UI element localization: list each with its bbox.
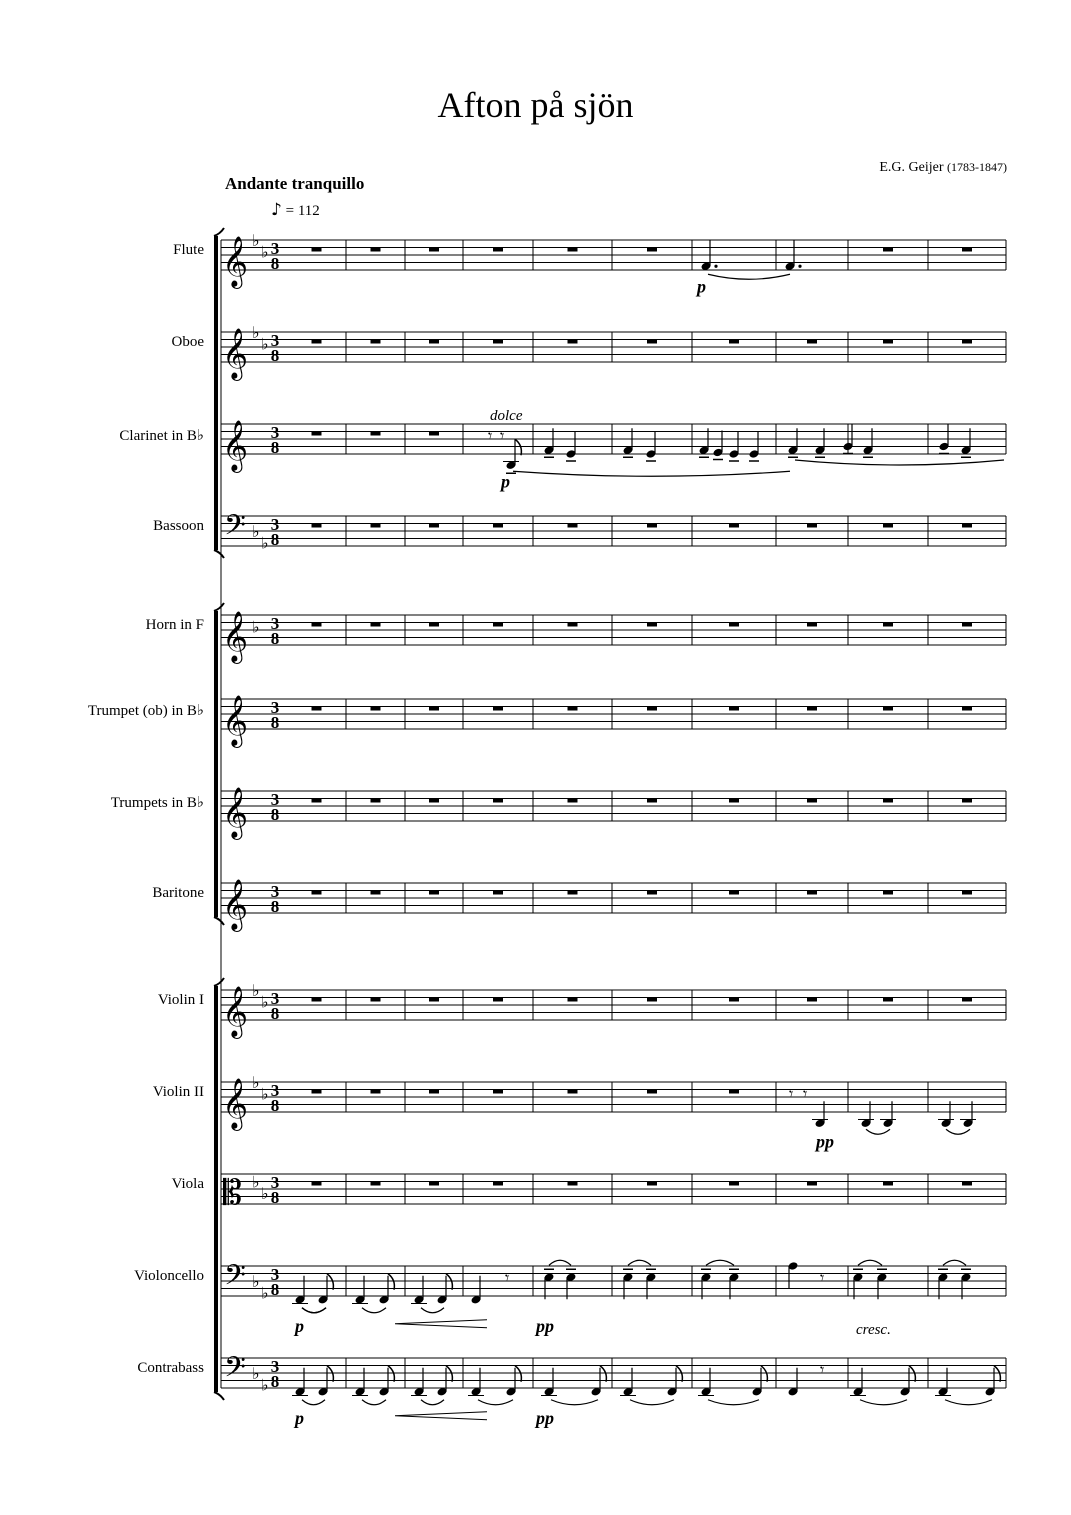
measure-rest xyxy=(493,1182,503,1186)
measure-rest xyxy=(312,1090,322,1094)
measure-rest xyxy=(493,340,503,344)
slur xyxy=(549,1260,571,1265)
measure-rest xyxy=(371,707,381,711)
measure-rest xyxy=(493,623,503,627)
flat-icon: ♭ xyxy=(261,244,269,262)
measure-rest xyxy=(312,524,322,528)
measure-rest xyxy=(807,707,817,711)
flat-icon: ♭ xyxy=(252,524,260,541)
composer-years: (1783-1847) xyxy=(947,160,1007,174)
time-sig-top: 3 xyxy=(270,331,280,350)
measure-rest xyxy=(429,340,439,344)
flat-icon: ♭ xyxy=(252,1075,260,1092)
flat-icon: ♭ xyxy=(261,1185,269,1203)
measure-rest xyxy=(312,799,322,803)
measure-rest xyxy=(883,799,893,803)
note-flag xyxy=(327,1274,333,1290)
dynamic-p: p xyxy=(501,471,510,492)
time-sig-top: 3 xyxy=(270,239,280,258)
tempo-marking: Andante tranquillo xyxy=(225,174,365,193)
measure-rest xyxy=(729,623,739,627)
measure-rest xyxy=(962,799,972,803)
measure-rest xyxy=(568,707,578,711)
measure-rest xyxy=(371,998,381,1002)
measure-rest xyxy=(883,707,893,711)
measure-rest xyxy=(429,432,439,436)
slur xyxy=(630,1400,674,1405)
measure-rest xyxy=(729,799,739,803)
flat-icon: ♭ xyxy=(261,994,269,1012)
measure-rest xyxy=(647,248,657,252)
measure-rest xyxy=(729,998,739,1002)
measure-rest xyxy=(429,707,439,711)
dynamic-p: p xyxy=(295,1315,304,1336)
augmentation-dot xyxy=(798,265,801,268)
measure-rest xyxy=(493,1090,503,1094)
measure-rest xyxy=(429,998,439,1002)
time-sig-bottom: 8 xyxy=(270,713,280,732)
time-sig-top: 3 xyxy=(270,1081,280,1100)
treble-clef-icon: 𝄞 xyxy=(222,788,249,837)
measure-rest xyxy=(568,623,578,627)
measure-rest xyxy=(371,799,381,803)
slur xyxy=(302,1308,326,1313)
note-flag xyxy=(388,1274,394,1290)
measure-rest xyxy=(568,1090,578,1094)
flat-icon: ♭ xyxy=(261,336,269,354)
slur xyxy=(628,1260,651,1265)
slur xyxy=(708,274,790,279)
note-flag xyxy=(994,1366,1000,1382)
measure-rest xyxy=(807,799,817,803)
eighth-rest-icon: 𝄾 xyxy=(500,428,505,445)
bracket-hook xyxy=(214,1392,224,1400)
treble-clef-icon: 𝄞 xyxy=(222,237,249,286)
measure-rest xyxy=(647,524,657,528)
slur xyxy=(302,1400,325,1405)
time-sig-bottom: 8 xyxy=(270,530,280,549)
dynamic-p: p xyxy=(295,1407,304,1428)
measure-rest xyxy=(647,623,657,627)
note-flag xyxy=(515,1366,521,1382)
measure-rest xyxy=(371,1182,381,1186)
measure-rest xyxy=(883,891,893,895)
composer-name: E.G. Geijer xyxy=(879,160,944,175)
flat-icon: ♭ xyxy=(261,1285,269,1303)
instrument-label: Bassoon xyxy=(153,518,204,534)
score-title: Afton på sjön xyxy=(437,85,634,125)
eighth-rest-icon: 𝄾 xyxy=(505,1270,510,1287)
instrument-label: Trumpet (ob) in B♭ xyxy=(87,703,204,719)
time-sig-top: 3 xyxy=(270,614,280,633)
measure-rest xyxy=(883,998,893,1002)
measure-rest xyxy=(962,1182,972,1186)
instrument-label: Violoncello xyxy=(134,1268,204,1284)
time-sig-bottom: 8 xyxy=(270,254,280,273)
slur xyxy=(943,1260,966,1265)
note-flag xyxy=(600,1366,606,1382)
measure-rest xyxy=(429,248,439,252)
measure-rest xyxy=(568,891,578,895)
measure-rest xyxy=(429,623,439,627)
measure-rest xyxy=(371,340,381,344)
treble-clef-icon: 𝄞 xyxy=(222,1079,249,1128)
instrument-label: Oboe xyxy=(171,334,204,350)
measure-rest xyxy=(312,248,322,252)
eighth-note-icon: ♪ xyxy=(271,200,282,220)
time-sig-bottom: 8 xyxy=(270,1188,280,1207)
treble-clef-icon: 𝄞 xyxy=(222,880,249,929)
measure-rest xyxy=(647,340,657,344)
instrument-label: Viola xyxy=(171,1176,204,1192)
slur xyxy=(362,1400,386,1405)
slur xyxy=(858,1260,882,1265)
measure-rest xyxy=(312,340,322,344)
measure-rest xyxy=(312,623,322,627)
time-sig-bottom: 8 xyxy=(270,346,280,365)
flat-icon: ♭ xyxy=(261,1086,269,1104)
measure-rest xyxy=(493,707,503,711)
instrument-label: Contrabass xyxy=(137,1360,204,1376)
slur xyxy=(795,460,1004,465)
instrument-label: Trumpets in B♭ xyxy=(110,795,204,811)
time-sig-bottom: 8 xyxy=(270,805,280,824)
flat-icon: ♭ xyxy=(252,1366,260,1383)
bass-clef-icon: 𝄢 xyxy=(224,511,246,548)
alto-clef-icon: 𝄡 xyxy=(223,1175,242,1212)
measure-rest xyxy=(493,799,503,803)
measure-rest xyxy=(807,340,817,344)
measure-rest xyxy=(568,524,578,528)
slur xyxy=(513,471,790,476)
measure-rest xyxy=(729,524,739,528)
measure-rest xyxy=(962,248,972,252)
measure-rest xyxy=(883,340,893,344)
measure-rest xyxy=(312,432,322,436)
time-sig-bottom: 8 xyxy=(270,438,280,457)
time-sig-top: 3 xyxy=(270,882,280,901)
dynamic-pp: pp xyxy=(536,1407,554,1428)
measure-rest xyxy=(729,340,739,344)
measure-rest xyxy=(371,623,381,627)
flat-icon: ♭ xyxy=(252,1174,260,1192)
flat-icon: ♭ xyxy=(261,535,269,553)
flat-icon: ♭ xyxy=(252,619,260,637)
bass-clef-icon: 𝄢 xyxy=(224,1353,246,1390)
measure-rest xyxy=(429,524,439,528)
measure-rest xyxy=(568,998,578,1002)
measure-rest xyxy=(962,707,972,711)
time-sig-top: 3 xyxy=(270,423,280,442)
note-flag xyxy=(446,1366,452,1382)
measure-rest xyxy=(493,891,503,895)
flat-icon: ♭ xyxy=(252,983,260,1000)
note-flag xyxy=(515,439,521,455)
time-sig-top: 3 xyxy=(270,515,280,534)
instrument-label: Violin II xyxy=(152,1084,204,1100)
decrescendo-hairpin xyxy=(395,1320,487,1328)
measure-rest xyxy=(312,707,322,711)
dynamic-p: p xyxy=(697,276,706,297)
note-flag xyxy=(388,1366,394,1382)
augmentation-dot xyxy=(714,265,717,268)
measure-rest xyxy=(312,891,322,895)
measure-rest xyxy=(962,998,972,1002)
note-flag xyxy=(327,1366,333,1382)
slur xyxy=(708,1400,759,1405)
time-sig-top: 3 xyxy=(270,698,280,717)
measure-rest xyxy=(807,891,817,895)
measure-rest xyxy=(312,1182,322,1186)
measure-rest xyxy=(429,891,439,895)
slur xyxy=(421,1400,444,1405)
measure-rest xyxy=(647,998,657,1002)
time-sig-top: 3 xyxy=(270,790,280,809)
time-sig-bottom: 8 xyxy=(270,897,280,916)
dynamic-pp: pp xyxy=(536,1315,554,1336)
measure-rest xyxy=(312,998,322,1002)
measure-rest xyxy=(647,707,657,711)
measure-rest xyxy=(807,1182,817,1186)
flat-icon: ♭ xyxy=(261,1377,269,1395)
measure-rest xyxy=(962,623,972,627)
treble-clef-icon: 𝄞 xyxy=(222,329,249,378)
note-flag xyxy=(761,1366,767,1382)
bracket-hook xyxy=(214,978,224,986)
measure-rest xyxy=(962,340,972,344)
slur xyxy=(860,1400,907,1405)
note-flag xyxy=(446,1274,452,1290)
instrument-label: Flute xyxy=(173,242,204,258)
eighth-rest-icon: 𝄾 xyxy=(820,1270,825,1287)
eighth-rest-icon: 𝄾 xyxy=(488,428,493,445)
bracket-hook xyxy=(214,228,224,236)
measure-rest xyxy=(883,524,893,528)
time-sig-top: 3 xyxy=(270,1357,280,1376)
measure-rest xyxy=(807,524,817,528)
measure-rest xyxy=(371,1090,381,1094)
treble-clef-icon: 𝄞 xyxy=(222,987,249,1036)
bracket-hook xyxy=(214,603,224,611)
measure-rest xyxy=(729,1182,739,1186)
measure-rest xyxy=(429,1090,439,1094)
measure-rest xyxy=(962,524,972,528)
measure-rest xyxy=(493,524,503,528)
measure-rest xyxy=(371,891,381,895)
time-sig-top: 3 xyxy=(270,989,280,1008)
measure-rest xyxy=(729,707,739,711)
measure-rest xyxy=(371,432,381,436)
measure-rest xyxy=(647,799,657,803)
measure-rest xyxy=(568,248,578,252)
instrument-label: Baritone xyxy=(152,885,204,901)
measure-rest xyxy=(429,799,439,803)
measure-rest xyxy=(962,891,972,895)
instrument-label: Horn in F xyxy=(145,617,204,633)
eighth-rest-icon: 𝄾 xyxy=(789,1086,794,1103)
group-bracket xyxy=(214,986,218,1392)
time-sig-bottom: 8 xyxy=(270,1372,280,1391)
bass-clef-icon: 𝄢 xyxy=(224,1261,246,1298)
time-sig-bottom: 8 xyxy=(270,1280,280,1299)
treble-clef-icon: 𝄞 xyxy=(222,421,249,470)
measure-rest xyxy=(371,248,381,252)
slur xyxy=(478,1400,513,1405)
measure-rest xyxy=(807,998,817,1002)
expression-cresc: cresc. xyxy=(856,1321,891,1338)
measure-rest xyxy=(371,524,381,528)
measure-rest xyxy=(568,799,578,803)
measure-rest xyxy=(568,1182,578,1186)
instrument-label: Violin I xyxy=(157,992,204,1008)
slur xyxy=(362,1308,386,1313)
measure-rest xyxy=(493,248,503,252)
measure-rest xyxy=(729,1090,739,1094)
dynamic-pp: pp xyxy=(816,1131,834,1152)
measure-rest xyxy=(729,891,739,895)
decrescendo-hairpin xyxy=(395,1412,487,1420)
group-bracket xyxy=(214,236,218,550)
treble-clef-icon: 𝄞 xyxy=(222,612,249,661)
time-sig-bottom: 8 xyxy=(270,1096,280,1115)
treble-clef-icon: 𝄞 xyxy=(222,696,249,745)
note-flag xyxy=(676,1366,682,1382)
measure-rest xyxy=(883,248,893,252)
note-flag xyxy=(909,1366,915,1382)
time-sig-bottom: 8 xyxy=(270,629,280,648)
slur xyxy=(551,1400,598,1405)
measure-rest xyxy=(568,340,578,344)
time-sig-bottom: 8 xyxy=(270,1004,280,1023)
measure-rest xyxy=(429,1182,439,1186)
time-sig-top: 3 xyxy=(270,1265,280,1284)
slur xyxy=(946,1129,970,1134)
measure-rest xyxy=(647,1182,657,1186)
measure-rest xyxy=(807,623,817,627)
measure-rest xyxy=(493,998,503,1002)
instrument-label: Clarinet in B♭ xyxy=(119,428,204,444)
slur xyxy=(866,1129,890,1134)
measure-rest xyxy=(883,1182,893,1186)
flat-icon: ♭ xyxy=(252,325,260,342)
flat-icon: ♭ xyxy=(252,233,260,250)
metronome-value: = 112 xyxy=(285,203,320,219)
expression-dolce: dolce xyxy=(490,408,523,424)
measure-rest xyxy=(647,891,657,895)
eighth-rest-icon: 𝄾 xyxy=(803,1086,808,1103)
slur xyxy=(945,1400,992,1405)
group-bracket xyxy=(214,611,218,917)
time-sig-top: 3 xyxy=(270,1173,280,1192)
eighth-rest-icon: 𝄾 xyxy=(820,1362,825,1379)
flat-icon: ♭ xyxy=(252,1274,260,1291)
measure-rest xyxy=(883,623,893,627)
slur xyxy=(421,1308,444,1313)
measure-rest xyxy=(647,1090,657,1094)
bracket-hook xyxy=(214,550,224,558)
slur xyxy=(706,1260,734,1265)
